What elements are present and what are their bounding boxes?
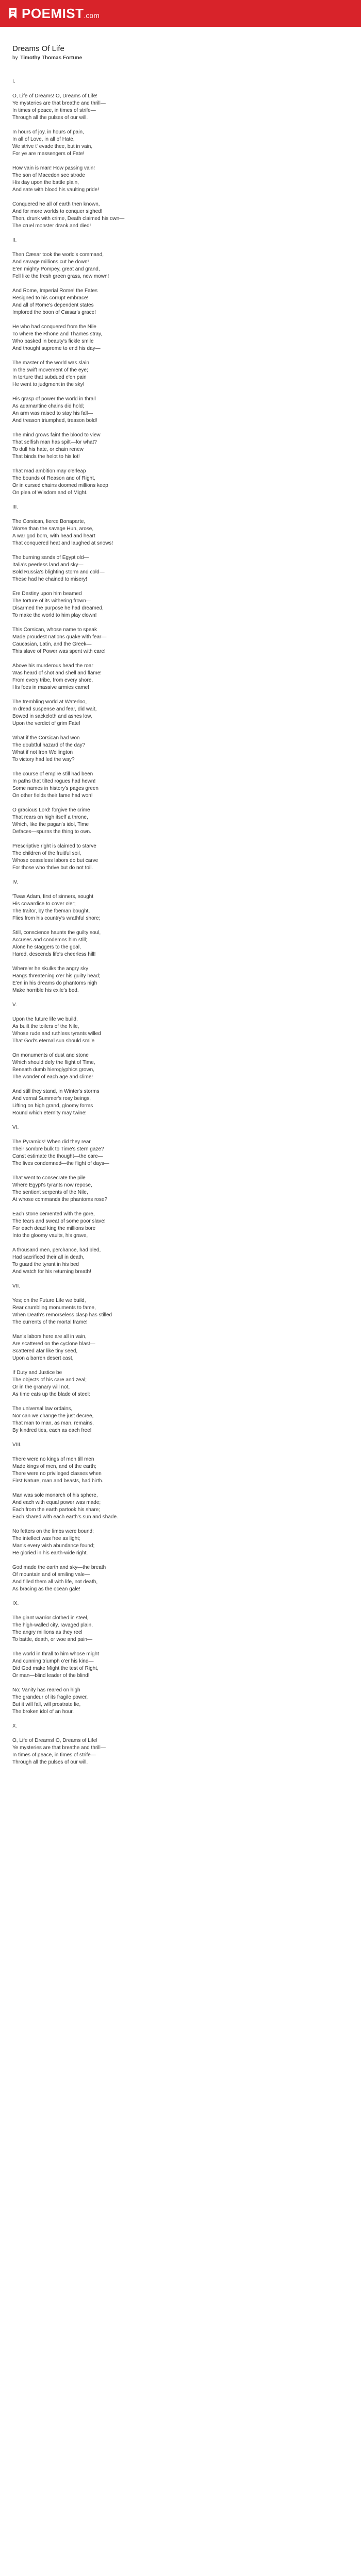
poem-line: When Death's remorseless clasp has stilled bbox=[12, 1312, 112, 1318]
poem-line: The giant warrior clothed in steel, bbox=[12, 1615, 89, 1621]
poem-line: O gracious Lord! forgive the crime bbox=[12, 807, 90, 813]
stanza bbox=[12, 1297, 348, 1326]
poem-line: His foes in massive armies came! bbox=[12, 685, 89, 690]
poem-line: In dread suspense and fear, did wait, bbox=[12, 706, 97, 712]
poem-line: He who had conquered from the Nile bbox=[12, 324, 96, 330]
poem-line: The course of empire still had been bbox=[12, 771, 93, 777]
poem-line: The wonder of each age and clime! bbox=[12, 1074, 93, 1080]
section-number: III. bbox=[12, 504, 19, 510]
poem-line: Beneath dumb hieroglyphics grown, bbox=[12, 1067, 94, 1073]
poem-line: Man was sole monarch of his sphere, bbox=[12, 1493, 98, 1498]
poem-line: And for more worlds to conquer sighed! bbox=[12, 209, 103, 214]
poem-line: Who basked in beauty's fickle smile bbox=[12, 338, 94, 344]
poem-line: On plea of Wisdom and of Might. bbox=[12, 490, 88, 496]
stanza bbox=[12, 1405, 348, 1434]
poem-line: Through all the pulses of our will. bbox=[12, 115, 88, 121]
poem-line: What if not Iron Wellington bbox=[12, 750, 73, 755]
poem-line: That selfish man has spilt—for what? bbox=[12, 439, 97, 445]
stanza bbox=[12, 1016, 348, 1045]
poem-line: That went to consecrate the pile bbox=[12, 1175, 86, 1181]
poem-line: Scattered afar like tiny seed, bbox=[12, 1348, 78, 1354]
stanza bbox=[12, 518, 348, 547]
stanza bbox=[12, 1175, 348, 1204]
section-number: V. bbox=[12, 1002, 17, 1008]
poem-line: But it will fall, will prostrate lie, bbox=[12, 1702, 81, 1707]
stanza bbox=[12, 287, 348, 316]
stanza bbox=[12, 165, 348, 194]
poem-line: Canst estimate the thought—the care— bbox=[12, 1154, 103, 1159]
poem-line: His cowardice to cover o'er; bbox=[12, 901, 76, 907]
poem-line: This Corsican, whose name to speak bbox=[12, 627, 97, 633]
site-logo[interactable] bbox=[8, 6, 100, 22]
poem-line: At whose commands the phantoms rose? bbox=[12, 1197, 107, 1202]
poem-line: We strive t' evade thee, but in vain, bbox=[12, 144, 93, 149]
poem-line: And Rome, Imperial Rome! the Fates bbox=[12, 288, 98, 294]
stanza bbox=[12, 1737, 348, 1766]
poem-line: Man's labors here are all in vain, bbox=[12, 1334, 87, 1340]
poem-line: As time eats up the blade of steel: bbox=[12, 1392, 90, 1397]
poem-line: Make horrible his exile's bed. bbox=[12, 988, 79, 993]
poem-line: That man to man, as man, remains, bbox=[12, 1420, 94, 1426]
poem-line: On monuments of dust and stone bbox=[12, 1053, 89, 1058]
poem-line: Accuses and condemns him still; bbox=[12, 937, 88, 943]
poem-line: And each with equal power was made; bbox=[12, 1500, 101, 1505]
section-number: VI. bbox=[12, 1125, 19, 1130]
poem-line: Each stone cemented with the gore, bbox=[12, 1211, 95, 1217]
poem-line: Are scattered on the cyclone blast— bbox=[12, 1341, 95, 1347]
poem-line: The high-walled city, ravaged plain, bbox=[12, 1622, 93, 1628]
poem-line: This slave of Power was spent with care! bbox=[12, 649, 106, 654]
poem-line: The objects of his care and zeal; bbox=[12, 1377, 87, 1383]
poem-line: How vain is man! How passing vain! bbox=[12, 165, 95, 171]
poem-line: Italia's peerless land and sky— bbox=[12, 562, 84, 568]
poem-line: Was heard of shot and shell and flame! bbox=[12, 670, 102, 676]
poem-line: His grasp of power the world in thrall bbox=[12, 396, 96, 402]
stanza bbox=[12, 1052, 348, 1081]
poem-line: Or in cursed chains doomed millions keep bbox=[12, 483, 108, 488]
poem-line: Ye mysteries are that breathe and thrill— bbox=[12, 100, 106, 106]
poem-line: Above his murderous head the roar bbox=[12, 663, 93, 669]
stanza bbox=[12, 432, 348, 461]
section-number: X. bbox=[12, 1723, 18, 1729]
poem-line: The son of Macedon see strode bbox=[12, 173, 85, 178]
poem-line: Conquered he all of earth then known, bbox=[12, 201, 100, 207]
poem-line: As built the toilers of the Nile, bbox=[12, 1024, 79, 1029]
stanza bbox=[12, 360, 348, 388]
poem-line: Had sacrificed their all in death, bbox=[12, 1255, 85, 1260]
site-logo-text bbox=[22, 6, 100, 22]
poem-line: Upon a barren desert cast, bbox=[12, 1355, 74, 1361]
stanza bbox=[12, 1564, 348, 1593]
poem-line: He gloried in his earth-wide right. bbox=[12, 1550, 88, 1556]
poem-line: That binds the helot to his lot! bbox=[12, 454, 80, 460]
poem-line: By kindred ties, each as each free! bbox=[12, 1428, 92, 1433]
poem-line: For ye are messengers of Fate! bbox=[12, 151, 85, 157]
stanza bbox=[12, 1211, 348, 1240]
poem-line: The doubtful hazard of the day? bbox=[12, 742, 86, 748]
poem-line: The currents of the mortal frame! bbox=[12, 1319, 88, 1325]
poem-title: Dreams Of Life bbox=[12, 44, 64, 53]
poem-line: Which, like the pagan's idol, Time bbox=[12, 822, 89, 827]
poem-line: To dull his hate, or chain renew bbox=[12, 447, 84, 452]
stanza bbox=[12, 735, 348, 764]
poem-line: That mad ambition may o'erleap bbox=[12, 468, 86, 474]
poem-line: In the swift movement of the eye; bbox=[12, 367, 88, 373]
poem-line: Where'er he skulks the angry sky bbox=[12, 966, 88, 972]
poem-line: There were no privileged classes when bbox=[12, 1471, 102, 1477]
poem-line: He went to judgment in the sky! bbox=[12, 382, 85, 387]
stanza bbox=[12, 1247, 348, 1276]
stanza bbox=[12, 93, 348, 122]
poem-line: And cunning triumph o'er his kind— bbox=[12, 1658, 94, 1664]
poem-line: The sentient serpents of the Nile, bbox=[12, 1190, 88, 1195]
stanza bbox=[12, 1139, 348, 1167]
poem-line: Upon the future life we build, bbox=[12, 1016, 78, 1022]
stanza bbox=[12, 1651, 348, 1680]
poem-line: The Pyramids! When did they rear bbox=[12, 1139, 91, 1145]
poem-line: The trembling world at Waterloo, bbox=[12, 699, 87, 705]
poem-line: The lives condemned—the flight of days— bbox=[12, 1161, 109, 1166]
stanza bbox=[12, 699, 348, 727]
poem-line: There were no kings of men till men bbox=[12, 1456, 94, 1462]
poem-line: That God's eternal sun should smile bbox=[12, 1038, 95, 1044]
poem-line: And watch for his returning breath! bbox=[12, 1269, 91, 1275]
stanza bbox=[12, 1615, 348, 1643]
poem-flag-icon bbox=[8, 8, 18, 19]
poem-line: Alone he staggers to the goal, bbox=[12, 944, 81, 950]
poem-line: An arm was raised to stay his fall— bbox=[12, 411, 93, 416]
poem-line: Into the gloomy vaults, his grave, bbox=[12, 1233, 88, 1239]
poem-line: Whose ceaseless labors do but carve bbox=[12, 858, 99, 863]
section-number: VIII. bbox=[12, 1442, 22, 1448]
poem-line: Round which eternity may twine! bbox=[12, 1110, 87, 1116]
poem-line: Implored the boon of Cæsar's grace! bbox=[12, 310, 96, 315]
poem-line: God made the earth and sky—the breath bbox=[12, 1565, 106, 1570]
poem-line: And vernal Summer's rosy beings, bbox=[12, 1096, 91, 1101]
poem-line: As bracing as the ocean gale! bbox=[12, 1586, 80, 1592]
poem-line: Nor can we change the just decree, bbox=[12, 1413, 94, 1419]
poem-author bbox=[12, 55, 348, 61]
poem-line: Prescriptive right is claimed to starve bbox=[12, 843, 96, 849]
stanza bbox=[12, 324, 348, 352]
poem-line: Or in the granary will not, bbox=[12, 1384, 70, 1390]
poem-line: And sate with blood his vaulting pride! bbox=[12, 187, 99, 193]
poem-line: As adamantine chains did hold; bbox=[12, 403, 84, 409]
poem-line: The intellect was free as light; bbox=[12, 1536, 80, 1541]
poem-line: E'en mighty Pompey, great and grand, bbox=[12, 266, 100, 272]
stanza bbox=[12, 807, 348, 836]
stanza bbox=[12, 929, 348, 958]
poem-line: 'Twas Adam, first of sinners, sought bbox=[12, 894, 93, 900]
stanza bbox=[12, 843, 348, 872]
poem-line: Or man—blind leader of the blind! bbox=[12, 1673, 90, 1679]
poem-line: To make the world to him play clown! bbox=[12, 613, 97, 618]
section-number: IV. bbox=[12, 879, 19, 885]
poem-line: Whose rude and ruthless tyrants willed bbox=[12, 1031, 101, 1037]
poem-line: Man's every wish abundance found; bbox=[12, 1543, 95, 1549]
poem-content bbox=[0, 27, 348, 1766]
poem-line: Bold Russia's blighting storm and cold— bbox=[12, 569, 105, 575]
poem-line: Caucasian, Latin, and the Greek— bbox=[12, 641, 92, 647]
poem-line: No fetters on the limbs were bound; bbox=[12, 1529, 94, 1534]
poem-line: For those who thrive but do not toil. bbox=[12, 865, 93, 871]
stanza bbox=[12, 468, 348, 497]
poem-line: These had he chained to misery! bbox=[12, 577, 88, 582]
poem-line: Then, drunk with crime, Death claimed his own— bbox=[12, 216, 125, 222]
section-number: VII. bbox=[12, 1283, 21, 1289]
poem-line: In all of Love, in all of Hate, bbox=[12, 137, 75, 142]
poem-line: That rears on high itself a throne, bbox=[12, 815, 88, 820]
section-number: I. bbox=[12, 79, 15, 84]
poem-line: The master of the world was slain bbox=[12, 360, 89, 366]
poem-line: The cruel monster drank and died! bbox=[12, 223, 91, 229]
section-number: IX. bbox=[12, 1601, 19, 1606]
poem-line: In hours of joy, in hours of pain, bbox=[12, 129, 84, 135]
poem-line: Each shared with each earth's sun and shade. bbox=[12, 1514, 118, 1520]
poem-line: Did God make Might the test of Right, bbox=[12, 1666, 99, 1671]
poem-line: No; Vanity has reared on high bbox=[12, 1687, 80, 1693]
poem-line: A thousand men, perchance, had bled, bbox=[12, 1247, 101, 1253]
poem-line: Made proudest nations quake with fear— bbox=[12, 634, 107, 640]
poem-line: The grandeur of its fragile power, bbox=[12, 1694, 88, 1700]
stanza bbox=[12, 965, 348, 994]
poem-line: O, Life of Dreams! O, Dreams of Life! bbox=[12, 93, 98, 99]
stanza bbox=[12, 893, 348, 922]
poem-line: In times of peace, in times of strife— bbox=[12, 108, 96, 113]
brand-name: POEMIST bbox=[22, 5, 84, 21]
poem-line: And all of Rome's dependent states bbox=[12, 302, 94, 308]
poem-line: The torture of its withering frown— bbox=[12, 598, 91, 604]
stanza bbox=[12, 1333, 348, 1362]
poem-line: Still, conscience haunts the guilty soul, bbox=[12, 930, 101, 936]
poem-line: Flies from his country's wrathful shore; bbox=[12, 916, 101, 921]
poem-line: On other fields their fame had won! bbox=[12, 793, 93, 799]
stanza bbox=[12, 129, 348, 158]
stanza bbox=[12, 590, 348, 619]
poem-line: Made kings of men, and of the earth; bbox=[12, 1464, 96, 1469]
poem-line: And filled them all with life, not death, bbox=[12, 1579, 98, 1585]
poem-line: That conquered heat and laughed at snows! bbox=[12, 540, 113, 546]
poem-line: The children of the fruitful soil, bbox=[12, 851, 81, 856]
poem-line: The traitor, by the foeman bought, bbox=[12, 908, 90, 914]
poem-line: In paths that tilted rogues had hewn! bbox=[12, 778, 96, 784]
poem-line: Yes; on the Future Life we build, bbox=[12, 1298, 86, 1303]
poem-line: In torture that subdued e'en pain bbox=[12, 375, 87, 380]
poem-line: The mind grows faint the blood to view bbox=[12, 432, 101, 438]
poem-line: To battle, death, or woe and pain— bbox=[12, 1637, 93, 1642]
stanza bbox=[12, 626, 348, 655]
poem-line: The tears and sweat of some poor slave! bbox=[12, 1218, 106, 1224]
poem-line: The burning sands of Egypt old— bbox=[12, 555, 89, 561]
brand-tld: .com bbox=[84, 11, 100, 20]
site-header bbox=[0, 0, 361, 27]
section-number: II. bbox=[12, 238, 17, 243]
stanza bbox=[12, 251, 348, 280]
poem-body bbox=[12, 78, 348, 1766]
poem-line: What if the Corsican had won bbox=[12, 735, 80, 741]
poem-line: E'en in his dreams do phantoms nigh bbox=[12, 980, 97, 986]
poem-line: To guard the tyrant in his bed bbox=[12, 1262, 79, 1267]
poem-line: Fell like the fresh green grass, new mown! bbox=[12, 274, 109, 279]
poem-line: Disarmed the purpose he had dreamed, bbox=[12, 605, 104, 611]
poem-line: And treason triumphed, treason bold! bbox=[12, 418, 97, 423]
stanza bbox=[12, 1369, 348, 1398]
poem-line: Ye mysteries are that breathe and thrill— bbox=[12, 1745, 106, 1751]
poem-line: Rear crumbling monuments to fame, bbox=[12, 1305, 96, 1311]
poem-line: Defaces—spurns the thing to own. bbox=[12, 829, 91, 835]
poem-line: For each dead king the millions bore bbox=[12, 1226, 96, 1231]
poem-line: Through all the pulses of our will. bbox=[12, 1759, 88, 1765]
stanza bbox=[12, 1088, 348, 1117]
poem-line: Each from the earth partook his share; bbox=[12, 1507, 101, 1513]
poem-line: A war god born, with head and heart bbox=[12, 533, 95, 539]
poem-line: The universal law ordains, bbox=[12, 1406, 73, 1412]
poem-line: If Duty and Justice be bbox=[12, 1370, 62, 1376]
stanza bbox=[12, 1456, 348, 1485]
poem-line: Their sombre bulk to Time's stern gaze? bbox=[12, 1146, 104, 1152]
poem-line: The angry millions as they reel bbox=[12, 1630, 83, 1635]
author-prefix: by bbox=[12, 55, 18, 61]
poem-line: Ere Destiny upon him beamed bbox=[12, 591, 82, 597]
poem-line: Where Egypt's tyrants now repose, bbox=[12, 1182, 92, 1188]
stanza bbox=[12, 396, 348, 425]
poem-line: The bounds of Reason and of Right, bbox=[12, 476, 95, 481]
poem-line: Then Cæsar took the world's command, bbox=[12, 252, 104, 258]
poem-line: Some names in history's pages green bbox=[12, 786, 99, 791]
poem-line: His day upon the battle plain, bbox=[12, 180, 79, 185]
poem-line: The Corsican, fierce Bonaparte, bbox=[12, 519, 86, 524]
poem-line: To where the Rhone and Thames stray, bbox=[12, 331, 103, 337]
poem-line: And still they stand, in Winter's storms bbox=[12, 1089, 100, 1094]
stanza bbox=[12, 554, 348, 583]
author-link[interactable]: Timothy Thomas Fortune bbox=[20, 55, 83, 61]
poem-line: The broken idol of an hour. bbox=[12, 1709, 74, 1715]
poem-line: Hared, descends life's cheerless hill! bbox=[12, 952, 96, 957]
poem-line: Of mountain and of smiling vale— bbox=[12, 1572, 90, 1578]
poem-line: From every tribe, from every shore, bbox=[12, 677, 93, 683]
poem-line: Lifting on high grand, gloomy forms bbox=[12, 1103, 93, 1109]
poem-line: To victory had led the way? bbox=[12, 757, 75, 762]
poem-line: First Nature, man and beasts, had birth. bbox=[12, 1478, 104, 1484]
poem-line: Upon the verdict of grim Fate! bbox=[12, 721, 80, 726]
poem-line: Hangs threatening o'er his guilty head; bbox=[12, 973, 101, 979]
poem-line: Resigned to his corrupt embrace! bbox=[12, 295, 89, 301]
stanza bbox=[12, 771, 348, 800]
poem-line: The world in thrall to him whose might bbox=[12, 1651, 99, 1657]
poem-line: Bowed in sackcloth and ashes low, bbox=[12, 714, 92, 719]
stanza bbox=[12, 201, 348, 230]
poem-line: O, Life of Dreams! O, Dreams of Life! bbox=[12, 1738, 98, 1743]
poem-line: Worse than the savage Hun, arose, bbox=[12, 526, 94, 532]
poem-line: And savage millions cut he down! bbox=[12, 259, 89, 265]
poem-line: And thought supreme to end his day— bbox=[12, 346, 101, 351]
stanza bbox=[12, 1528, 348, 1557]
stanza bbox=[12, 1492, 348, 1521]
stanza bbox=[12, 1687, 348, 1716]
poem-line: Which should defy the flight of Time, bbox=[12, 1060, 95, 1065]
poem-line: In times of peace, in times of strife— bbox=[12, 1752, 96, 1758]
stanza bbox=[12, 663, 348, 691]
